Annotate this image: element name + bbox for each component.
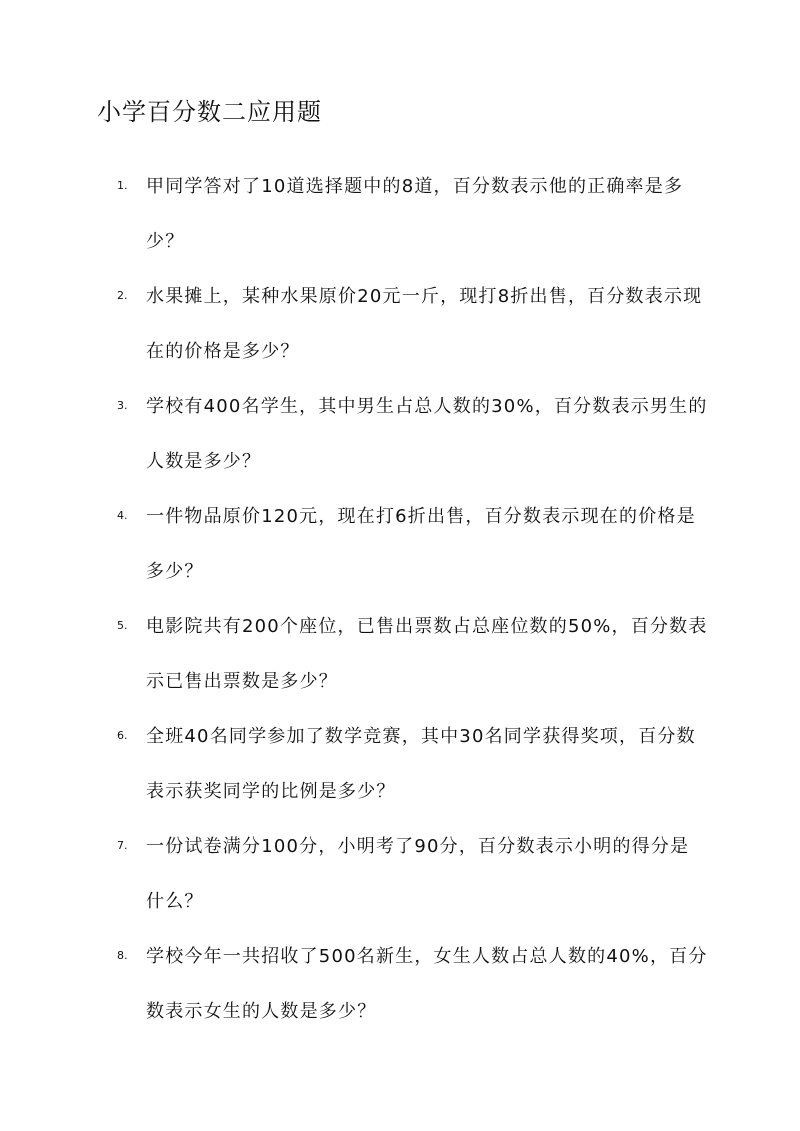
- page-title: 小学百分数二应用题: [97, 98, 322, 126]
- question-item: [0, 276, 800, 386]
- question-number: 6.: [117, 729, 128, 742]
- question-text: 学校有400名学生，其中男生占总人数的30%，百分数表示男生的人数是多少？: [146, 395, 708, 472]
- question-text: 一份试卷满分100分，小明考了90分，百分数表示小明的得分是什么？: [146, 835, 690, 912]
- question-number: 2.: [117, 289, 128, 302]
- question-list: [0, 166, 800, 1046]
- question-number: 1.: [117, 179, 128, 192]
- question-item: [0, 936, 800, 1046]
- question-item: [0, 386, 800, 496]
- question-text: 一件物品原价120元，现在打6折出售，百分数表示现在的价格是多少？: [146, 505, 696, 582]
- question-number: 7.: [117, 839, 128, 852]
- question-text: 水果摊上，某种水果原价20元一斤，现打8折出售，百分数表示现在的价格是多少？: [146, 285, 703, 362]
- question-item: [0, 716, 800, 826]
- question-text: 电影院共有200个座位，已售出票数占总座位数的50%，百分数表示已售出票数是多少？: [146, 615, 708, 692]
- question-text: 学校今年一共招收了500名新生，女生人数占总人数的40%，百分数表示女生的人数是多少？: [146, 945, 708, 1022]
- question-number: 8.: [117, 949, 128, 962]
- question-item: [0, 606, 800, 716]
- question-number: 3.: [117, 399, 128, 412]
- question-number: 4.: [117, 509, 128, 522]
- question-number: 5.: [117, 619, 128, 632]
- question-item: [0, 166, 800, 276]
- question-item: [0, 496, 800, 606]
- question-text: 甲同学答对了10道选择题中的8道，百分数表示他的正确率是多少？: [146, 175, 684, 252]
- question-text: 全班40名同学参加了数学竞赛，其中30名同学获得奖项，百分数表示获奖同学的比例是多少？: [146, 725, 696, 802]
- question-item: [0, 826, 800, 936]
